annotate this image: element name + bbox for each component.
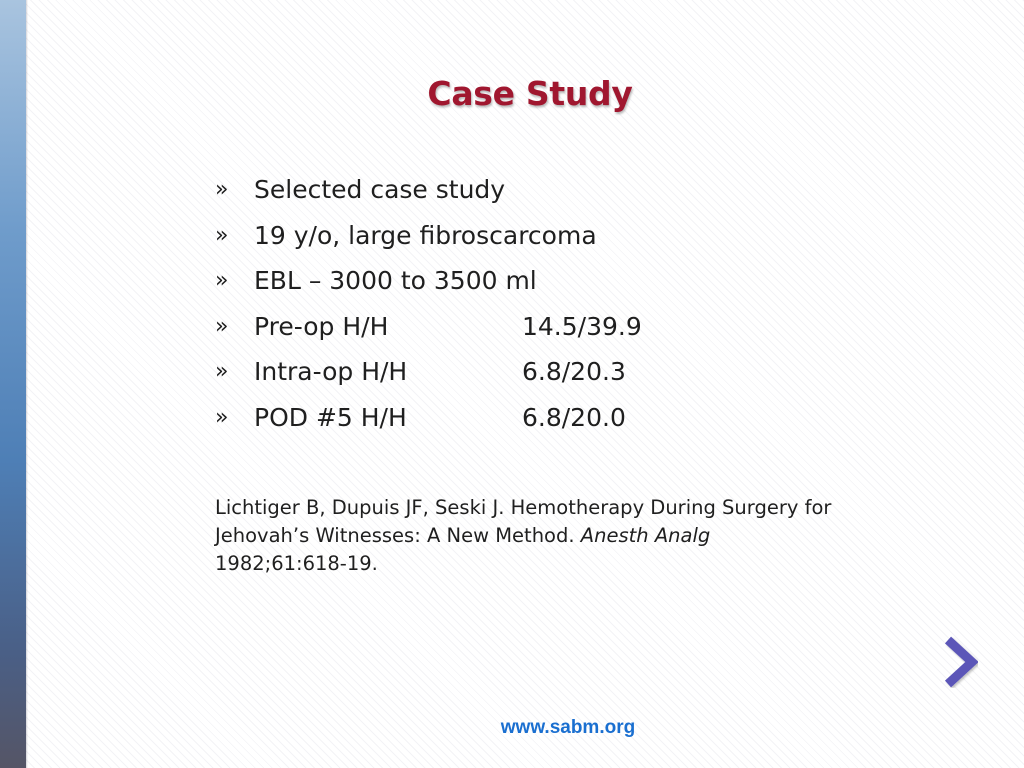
- slide-title: Case Study: [427, 74, 633, 113]
- bullet-label: EBL – 3000 to 3500 ml: [254, 266, 537, 295]
- bullet-marker: »: [215, 359, 229, 384]
- reference-citation: [215, 494, 895, 578]
- bullet-label: Intra-op H/H: [254, 357, 408, 386]
- bullet-value: 14.5/39.9: [522, 311, 642, 341]
- bullet-label: Pre-op H/H: [254, 311, 389, 341]
- reference-authors-title: Lichtiger B, Dupuis JF, Seski J. Hemotherapy During Surgery for Jehovah’s Witnesses: A New Method.: [215, 496, 832, 547]
- bullet-value: 6.8/20.3: [522, 357, 626, 386]
- reference-journal: Anesth Analg: [580, 524, 711, 547]
- bullet-marker: »: [215, 222, 229, 248]
- bullet-value: 6.8/20.0: [522, 402, 626, 432]
- bullet-label: POD #5 H/H: [254, 402, 407, 432]
- chevron-shape: [948, 640, 972, 684]
- bullet-label: Selected case study: [254, 175, 506, 204]
- bullet-marker: »: [215, 268, 229, 293]
- left-decorative-bar: [0, 0, 26, 768]
- bullet-marker: »: [215, 177, 229, 202]
- footer-website-link[interactable]: www.sabm.org: [500, 717, 636, 738]
- reference-volume: 1982;61:618-19.: [215, 552, 378, 575]
- bullet-marker: »: [215, 404, 229, 430]
- bullet-marker: »: [215, 313, 229, 339]
- bullet-label: 19 y/o, large fibroscarcoma: [254, 220, 597, 250]
- chevron-right-icon[interactable]: [942, 636, 978, 688]
